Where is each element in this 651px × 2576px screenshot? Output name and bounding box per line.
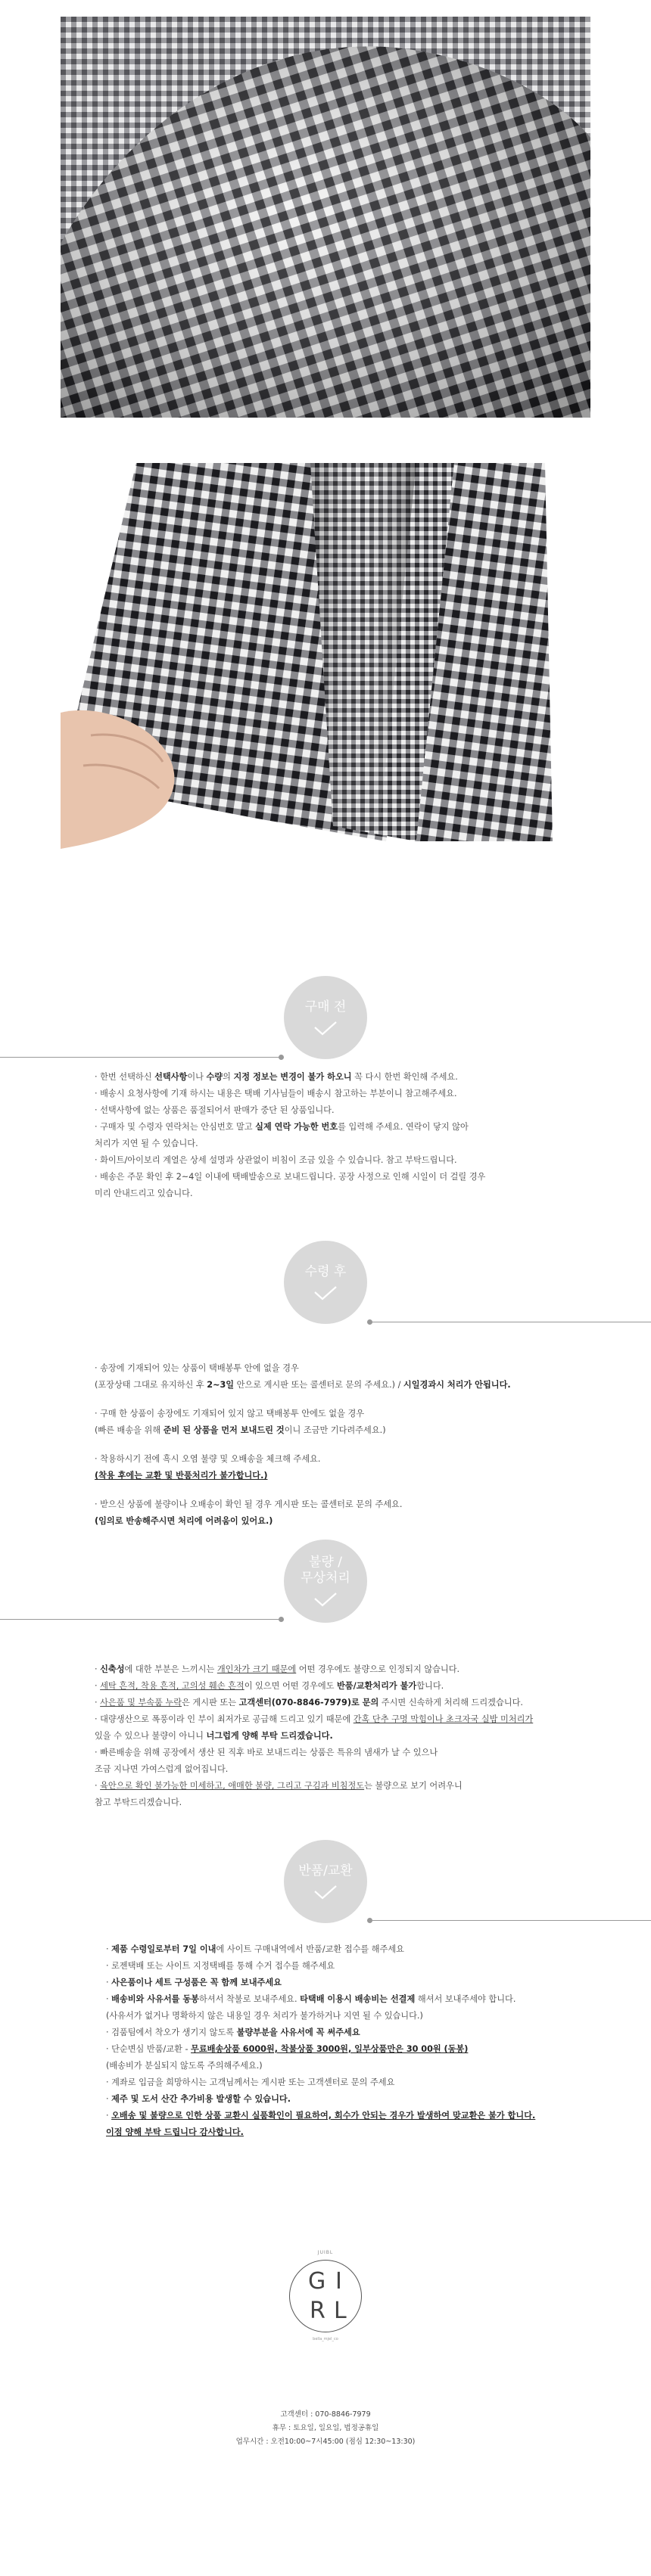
fabric-photo-1: [61, 17, 590, 418]
text-segment: 에 대한 부분은 느끼시는: [124, 1664, 217, 1674]
text-line: [95, 1086, 564, 1102]
section-before-text: [95, 1069, 564, 1202]
text-line: [95, 1778, 564, 1794]
text-line: [106, 1941, 575, 1958]
emphasis-segment: 지정 정보는 변경이 불가 하오니: [233, 1072, 352, 1082]
text-segment: 하셔서 착불로 보내주세요.: [199, 1994, 301, 2004]
text-segment: 참고 부탁드리겠습니다.: [95, 1798, 182, 1807]
text-segment: 를 입력해 주세요. 연락이 닿지 않아: [338, 1122, 469, 1132]
divider-dot-before: [279, 1055, 284, 1060]
emphasis-segment: 개인차가 크기 때문에: [216, 1664, 297, 1674]
divider-return: [367, 1920, 651, 1921]
emphasis-segment: 시일경과시 처리가 안됩니다.: [403, 1380, 511, 1390]
section-return-text: [106, 1941, 575, 2141]
text-segment: · 검품팀에서 착오가 생기지 않도록: [106, 2028, 237, 2037]
text-segment: (사유서가 없거나 명확하지 않은 내용일 경우 처리가 불가하거나 지연 될 수 있습니다.): [106, 2011, 423, 2021]
text-segment: ·: [106, 2111, 112, 2121]
contact-phone: 고객센터 : 070-8846-7979: [280, 2410, 371, 2419]
emphasis-segment: 불량부분을 사유서에 꼭 써주세요: [236, 2028, 360, 2037]
text-line: [95, 1745, 564, 1761]
text-line: [106, 2108, 575, 2124]
text-line: [106, 2041, 575, 2058]
text-line: [95, 1468, 564, 1484]
emphasis-segment: 육안으로 확인 불가능한 미세하고, 애매한 불량, 그리고 구김과 비침정도: [100, 1781, 365, 1791]
text-line: [106, 2024, 575, 2041]
text-line: [106, 2124, 575, 2141]
text-line: [95, 1185, 564, 1202]
text-segment: · 구매자 및 수령자 연락처는 안심번호 말고: [95, 1122, 256, 1132]
emphasis-segment: 무료배송상품 6000원, 착불상품 3000원, 일부상품만은 30 00원 (동봉): [191, 2044, 469, 2054]
text-line: [106, 1958, 575, 1975]
text-segment: 은 게시판 또는: [182, 1698, 239, 1707]
contact-info: [227, 2408, 424, 2449]
text-segment: 이 있으면 어떤 경우에도: [244, 1681, 337, 1691]
text-line: [95, 1102, 564, 1119]
emphasis-segment: 타택배 이용시 배송비는 선결제: [300, 1994, 416, 2004]
logo-bottom-text: bella_mjel_co: [313, 2337, 338, 2341]
divider-defect: [0, 1619, 284, 1620]
text-segment: · 화이트/아이보리 계열은 상세 설명과 상관없이 비침이 조금 있을 수 있습니다. 참고 부탁드립니다.: [95, 1155, 457, 1165]
text-segment: 있을 수 있으나 불량이 아니니: [95, 1731, 207, 1741]
text-segment: ·: [106, 1944, 112, 1954]
text-segment: 이나: [187, 1072, 207, 1082]
text-segment: · 송장에 기재되어 있는 상품이 택배봉투 안에 없을 경우: [95, 1363, 299, 1373]
text-segment: · 배송은 주문 확인 후 2~4일 이내에 택배발송으로 보내드립니다. 공장 사정으로 인해 시일이 더 걸릴 경우: [95, 1172, 486, 1182]
emphasis-segment: 제품 수령일로부터 7일 이내: [111, 1944, 216, 1954]
emphasis-segment: 제주 및 도서 산간 추가비용 발생할 수 있습니다.: [111, 2094, 291, 2104]
text-segment: · 한번 선택하신: [95, 1072, 155, 1082]
text-line: [106, 2074, 575, 2091]
text-line: [95, 1377, 564, 1394]
logo-letter-2: I: [335, 2268, 342, 2295]
emphasis-segment: 고객센터(070-8846-7979)로 문의: [238, 1698, 379, 1707]
text-line: [95, 1513, 564, 1530]
line-gap: [95, 1394, 564, 1406]
logo-letter-4: L: [334, 2298, 347, 2324]
text-segment: 어떤 경우에도 불량으로 인정되지 않습니다.: [296, 1664, 460, 1674]
badge-before: [284, 976, 367, 1059]
badge-return-title: 반품/교환: [298, 1863, 353, 1878]
text-segment: 에 사이트 구매내역에서 반품/교환 접수를 해주세요: [216, 1944, 404, 1954]
logo-circle: [289, 2260, 362, 2332]
text-segment: · 로젠택배 또는 사이트 지정택배를 통해 수거 접수를 해주세요: [106, 1961, 335, 1971]
emphasis-segment: 오배송 및 불량으로 인한 상품 교환시 실품확인이 필요하여, 회수가 안되는 경우가 발생하여 맞교환은 불가 합니다.: [111, 2111, 536, 2121]
emphasis-segment: 사은품 및 부속품 누락: [100, 1698, 182, 1707]
text-segment: · 구매 한 상품이 송장에도 기재되어 있지 않고 택배봉투 안에도 없을 경우: [95, 1409, 365, 1419]
text-segment: · 계좌로 입금을 희망하시는 고객님께서는 게시판 또는 고객센터로 문의 주세요: [106, 2077, 395, 2087]
check-icon: [310, 1285, 341, 1301]
badge-after-title: 수령 후: [304, 1263, 347, 1279]
text-segment: 이니 조금만 기다려주세요.): [284, 1425, 386, 1435]
text-segment: ·: [95, 1664, 101, 1674]
emphasis-segment: 선택사항: [154, 1072, 188, 1082]
check-icon: [310, 1884, 341, 1900]
text-segment: ·: [95, 1681, 101, 1691]
text-line: [95, 1136, 564, 1152]
text-segment: · 단순변심 반품/교환 -: [106, 2044, 192, 2054]
emphasis-segment: 2~3일: [207, 1380, 235, 1390]
check-icon: [310, 1591, 341, 1608]
text-line: [95, 1794, 564, 1811]
text-segment: (빠른 배송을 위해: [95, 1425, 164, 1435]
text-segment: · 빠른배송을 위해 공장에서 생산 된 직후 바로 보내드리는 상품은 특유의 냄새가 날 수 있으나: [95, 1748, 438, 1757]
badge-before-title: 구매 전: [304, 999, 347, 1015]
emphasis-segment: 신축성: [100, 1664, 125, 1674]
badge-return: [284, 1840, 367, 1923]
emphasis-segment: 너그럽게 양해 부탁 드리겠습니다.: [206, 1731, 333, 1741]
divider-before: [0, 1057, 284, 1058]
text-line: [95, 1169, 564, 1185]
divider-dot-after: [367, 1319, 372, 1325]
divider-dot-return: [367, 1918, 372, 1923]
text-line: [106, 1991, 575, 2008]
text-segment: (배송비가 분실되지 않도록 주의해주세요.): [106, 2061, 263, 2071]
text-line: [95, 1728, 564, 1745]
brand-logo: [280, 2250, 371, 2341]
text-segment: 안으로 게시판 또는 콜센터로 문의 주세요.) /: [234, 1380, 403, 1390]
text-segment: 주시면 신속하게 처리해 드리겠습니다.: [378, 1698, 523, 1707]
badge-after: [284, 1241, 367, 1324]
badge-defect: [284, 1540, 367, 1623]
badge-defect-title: 불량 / 무상처리: [301, 1555, 350, 1586]
emphasis-segment: 실제 연락 가능한 번호: [255, 1122, 338, 1132]
logo-letter-1: G: [308, 2268, 326, 2295]
text-line: [106, 2058, 575, 2074]
text-segment: ·: [95, 1781, 101, 1791]
emphasis-segment: 사은품이나 세트 구성품은 꼭 함께 보내주세요: [111, 1978, 282, 1987]
text-segment: ·: [106, 1978, 112, 1987]
text-line: [106, 2008, 575, 2024]
text-segment: (포장상태 그대로 유지하신 후: [95, 1380, 207, 1390]
text-segment: 처리가 지연 될 수 있습니다.: [95, 1139, 198, 1148]
text-segment: · 대량생산으로 폭풍이라 인 부이 최저가로 공급해 드리고 있기 때문에: [95, 1714, 354, 1724]
text-segment: 미리 안내드리고 있습니다.: [95, 1189, 193, 1198]
text-segment: 는 불량으로 보기 어려우니: [364, 1781, 463, 1791]
divider-dot-defect: [279, 1617, 284, 1622]
text-line: [106, 2091, 575, 2108]
contact-holiday: 휴무 : 토요일, 일요일, 법정공휴일: [272, 2424, 379, 2432]
text-line: [95, 1451, 564, 1468]
text-line: [95, 1761, 564, 1778]
emphasis-segment: (임의로 반송해주시면 처리에 어려움이 있어요.): [95, 1516, 273, 1526]
text-segment: · 착용하시기 전에 흑시 오염 불량 및 오배송을 체크해 주세요.: [95, 1454, 321, 1464]
text-line: [95, 1406, 564, 1422]
emphasis-segment: 준비 된 상품을 먼저 보내드린 것: [163, 1425, 285, 1435]
text-line: [95, 1069, 564, 1086]
text-line: [95, 1496, 564, 1513]
line-gap: [95, 1439, 564, 1451]
text-line: [95, 1152, 564, 1169]
emphasis-segment: 이점 양해 부탁 드립니다 감사합니다.: [106, 2127, 244, 2137]
emphasis-segment: (착용 후에는 교환 및 반품처리가 불가합니다.): [95, 1471, 268, 1481]
text-segment: ·: [95, 1698, 101, 1707]
text-segment: 해셔서 보내주세야 합니다.: [415, 1994, 516, 2004]
fabric-photo-2: [61, 463, 590, 864]
text-segment: ·: [106, 1994, 112, 2004]
emphasis-segment: 반품/교환처리가 불가: [336, 1681, 417, 1691]
text-line: [95, 1711, 564, 1728]
emphasis-segment: 세탁 흔적, 착용 흔적, 고의성 훼손 흔적: [100, 1681, 245, 1691]
text-line: [95, 1422, 564, 1439]
logo-top-text: JUIBL: [317, 2250, 334, 2255]
section-defect-text: [95, 1661, 564, 1811]
text-line: [95, 1119, 564, 1136]
emphasis-segment: 수량: [206, 1072, 223, 1082]
text-segment: · 선택사항에 없는 상품은 품절되어서 판매가 중단 된 상품입니다.: [95, 1105, 335, 1115]
text-line: [95, 1360, 564, 1377]
text-segment: 조금 지나면 가여스럽게 없어집니다.: [95, 1764, 229, 1774]
text-segment: 의: [223, 1072, 234, 1082]
line-gap: [95, 1484, 564, 1496]
contact-hours: 업무시간 : 오전10:00~7시45:00 (점심 12:30~13:30): [235, 2438, 416, 2446]
text-line: [95, 1661, 564, 1678]
text-segment: · 받으신 상품에 불량이나 오배송이 확인 될 경우 게시판 또는 콜센터로 문의 주세요.: [95, 1499, 403, 1509]
text-segment: 합니다.: [416, 1681, 444, 1691]
text-segment: 꼭 다시 한번 확인해 주세요.: [351, 1072, 458, 1082]
text-line: [106, 1975, 575, 1991]
emphasis-segment: 간혹 단추 구멍 막힘이나 초크자국 실밥 미처리가: [353, 1714, 534, 1724]
text-segment: ·: [106, 2094, 112, 2104]
check-icon: [310, 1020, 341, 1036]
text-line: [95, 1678, 564, 1695]
logo-letter-3: R: [310, 2298, 326, 2324]
text-segment: · 배송시 요청사항에 기재 하시는 내용은 택배 기사님들이 배송시 참고하는 부분이니 참고해주세요.: [95, 1089, 457, 1098]
emphasis-segment: 배송비와 사유서를 동봉: [111, 1994, 199, 2004]
text-line: [95, 1695, 564, 1711]
section-after-text: [95, 1360, 564, 1530]
